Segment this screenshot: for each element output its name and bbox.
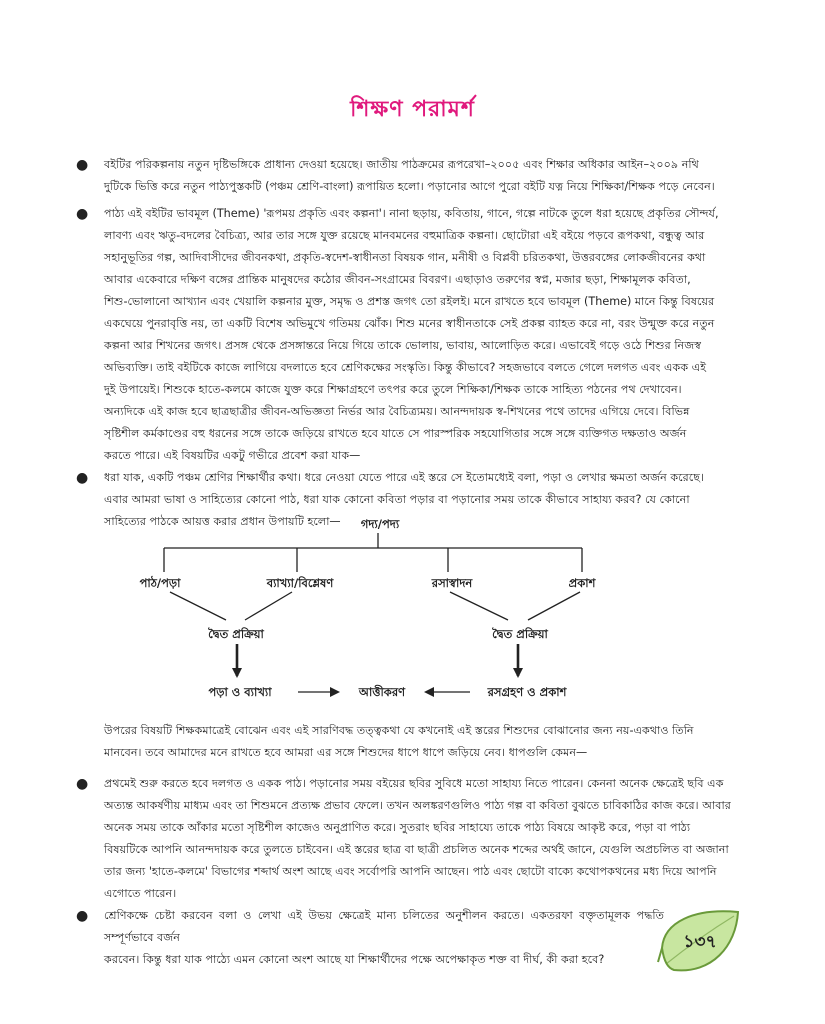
line: সৃষ্টিশীল কর্মকাণ্ডের বহু ধরনের সঙ্গে তাকে জড়িয়ে রাখতে হবে যাতে সে পারস্পরিক সহযোগিতার সঙ্গে সঙ্গে ব্যক্তিগত দক্ষতাও অর্জন <box>104 427 687 440</box>
line: ধরা যাক, একটি পঞ্চম শ্রেণির শিক্ষার্থীর কথা। ধরে নেওয়া যেতে পারে এই স্তরে সে ইতোমধ্যেই বলা, পড়া ও লেখার ক্ষমতা অর্জন করেছে। <box>104 471 705 484</box>
diagram-node-expression: প্রকাশ <box>568 576 596 590</box>
paragraph-3 <box>104 467 744 533</box>
line: অভিব্যক্তি। তাই বইটিকে কাজে লাগিয়ে বদলাতে হবে শ্রেণিকক্ষের সংস্কৃতি। কিন্তু কীভাবে? সহজভাবে বলতে গেলে দলগত এবং একক এই <box>104 361 707 374</box>
bullet-5: ● <box>76 776 89 792</box>
paragraph-4 <box>104 720 744 764</box>
line: সাহিত্যের পাঠকে আয়ত্ত করার প্রধান উপায়টি হলো— <box>104 515 341 528</box>
page-number: ১৩৭ <box>683 932 717 952</box>
left-converge-2 <box>245 592 292 620</box>
line: কল্পনা আর শিখনের জগৎ। প্রসঙ্গ থেকে প্রসঙ্গান্তরে নিয়ে গিয়ে তাকে ভোলায়, ভাবায়, আলোড়িত করে। এভাবেই গড়ে ওঠে শিশুর নিজস্ব <box>104 339 702 352</box>
line: অন্যদিকে এই কাজ হবে ছাত্রছাত্রীর জীবন-অভিজ্ঞতা নির্ভর আর বৈচিত্র্যময়। আনন্দদায়ক স্ব-শিখনের পথে তাদের এগিয়ে দেবে। বিভিন্ন <box>104 405 690 418</box>
right-converge-2 <box>528 592 580 620</box>
bullet-1: ● <box>76 157 89 173</box>
paragraph-2 <box>104 203 744 467</box>
diagram-node-appreciation: রসাস্বাদন <box>431 576 473 590</box>
bullet-3: ● <box>76 470 89 486</box>
line: আবার একেবারে দক্ষিণ বঙ্গের প্রান্তিক মানুষদের কঠোর জীবন-সংগ্রামের বিবরণ। এছাড়াও তরুণের স্বপ্ন, মজার ছড়া, শিক্ষামূলক কবিতা, <box>104 273 691 286</box>
bullet-6: ● <box>76 908 89 924</box>
page-title: শিক্ষণ পরামর্শ <box>350 97 475 122</box>
line: সহানুভূতির গল্প, আদিবাসীদের জীবনকথা, প্রকৃতি-স্বদেশ-স্বাধীনতা বিষয়ক গান, মনীষী ও বিপ্লবী চরিতকথা, উত্তরবঙ্গের লোকজীবনের কথা <box>104 251 706 264</box>
diagram-right-dual-process: দ্বৈত প্রক্রিয়া <box>492 627 548 641</box>
paragraph-6 <box>104 905 664 971</box>
line: বইটির পরিকল্পনায় নতুন দৃষ্টিভঙ্গিকে প্রাধান্য দেওয়া হয়েছে। জাতীয় পাঠক্রমের রূপরেখা–২০০৫ এবং শিক্ষার অধিকার আইন–২০০৯ নথি <box>104 158 699 171</box>
line: লাবণ্য এবং ঋতু-বদলের বৈচিত্র্য, আর তার সঙ্গে যুক্ত রয়েছে মানবমনের বহুমাত্রিক কল্পনা। ছোটোরা এই বইয়ে পড়বে রূপকথা, বন্ধুত্ব আর <box>104 229 705 242</box>
diagram-left-dual-process: দ্বৈত প্রক্রিয়া <box>208 627 264 641</box>
bullet-2: ● <box>76 206 89 222</box>
line: করতে পারে। এই বিষয়টির একটু গভীরে প্রবেশ করা যাক— <box>104 449 361 462</box>
line: উপরের বিষয়টি শিক্ষকমাত্রেই বোঝেন এবং এই সারণিবদ্ধ তত্ত্বকথা যে কখনোই এই স্তরের শিশুদের বোঝানোর জন্য নয়-একথাও তিনি <box>104 724 694 737</box>
line: মানবেন। তবে আমাদের মনে রাখতে হবে আমরা এর সঙ্গে শিশুদের ধাপে ধাপে জড়িয়ে নেব। ধাপগুলি কেমন— <box>104 746 588 759</box>
line: অত্যন্ত আকর্ষণীয় মাধ্যম এবং তা শিশুমনে প্রত্যক্ষ প্রভাব ফেলে। তখন অলঙ্করণগুলিও পাঠ্য গল্প বা কবিতা বুঝতে চাবিকাঠির কাজ করে। আবার <box>104 799 731 812</box>
diagram-bottom-left: পড়া ও ব্যাখ্যা <box>208 685 272 699</box>
line: তার জন্য 'হাতে-কলমে' বিভাগের শব্দার্থ অংশ আছে এবং সর্বোপরি আপনি আছেন। পাঠ এবং ছোটো বাক্যে কথোপকথনের মধ্য দিয়ে আপনি <box>104 865 717 878</box>
left-converge-1 <box>170 592 226 620</box>
line: দুটিকে ভিত্তি করে নতুন পাঠ্যপুস্তকটি (পঞ্চম শ্রেণি-বাংলা) রূপায়িত হলো। পড়ানোর আগে পুরো বইটি যত্ন নিয়ে শিক্ষিকা/শিক্ষক পড়ে নেবেন। <box>104 180 715 193</box>
line: দুই উপায়েই। শিশুকে হাতে-কলমে কাজে যুক্ত করে শিক্ষাগ্রহণে তৎপর করে তুলে শিক্ষিকা/শিক্ষক তাকে সাহিত্য পঠনের পথ দেখাবেন। <box>104 383 682 396</box>
diagram-bottom-center: আত্তীকরণ <box>358 685 406 699</box>
line: শিশু-ভোলানো আখ্যান এবং খেয়ালি কল্পনার মুক্ত, সমৃদ্ধ ও প্রশস্ত জগৎ তো রইলই। মনে রাখতে হবে ভাবমূল (Theme) মানে কিন্তু বিষয়ের <box>104 295 715 308</box>
line: এগোতে পারেন। <box>104 887 177 900</box>
paragraph-5 <box>104 773 744 905</box>
line: অনেক সময় তাকে আঁকার মতো সৃষ্টিশীল কাজেও অনুপ্রাণিত করে। সুতরাং ছবির সাহায্যে তাকে পাঠ্য বিষয়ে আকৃষ্ট করে, পড়া বা পাঠ্য <box>104 821 691 834</box>
diagram-node-reading: পাঠ/পড়া <box>139 576 181 590</box>
diagram-node-analysis: ব্যাখ্যা/বিশ্লেষণ <box>266 576 334 590</box>
diagram-root: গদ্য/পদ্য <box>360 517 400 531</box>
line: শ্রেণিকক্ষে চেষ্টা করবেন বলা ও লেখা এই উভয় ক্ষেত্রেই মান্য চলিতের অনুশীলন করতে। একতরফা বক্তৃতামূলক পদ্ধতি সম্পূর্ণভাবে বর্জন <box>104 909 664 944</box>
line: একঘেয়ে পুনরাবৃত্তি নয়, তা একটি বিশেষ অভিমুখে গতিময় ঝোঁক। শিশু মনের স্বাধীনতাকে সেই প্রকল্প ব্যাহত করে না, বরং উন্মুক্ত করে নতুন <box>104 317 715 330</box>
diagram-bottom-right: রসগ্রহণ ও প্রকাশ <box>487 685 567 699</box>
line: বিষয়টিকে আপনি আনন্দদায়ক করে তুলতে চাইবেন। এই স্তরের ছাত্র বা ছাত্রী প্রচলিত অনেক শব্দের অর্থই জানে, যেগুলি অপ্রচলিত বা অজানা <box>104 843 729 856</box>
line: এবার আমরা ভাষা ও সাহিত্যের কোনো পাঠ, ধরা যাক কোনো কবিতা পড়ার বা পড়ানোর সময় তাকে কীভাবে সাহায্য করব? যে কোনো <box>104 493 690 506</box>
right-converge-1 <box>450 592 508 620</box>
line: করবেন। কিন্তু ধরা যাক পাঠ্যে এমন কোনো অংশ আছে যা শিক্ষার্থীদের পক্ষে অপেক্ষাকৃত শক্ত বা দীর্ঘ, কী করা হবে? <box>104 953 605 966</box>
paragraph-1 <box>104 154 744 198</box>
line: পাঠ্য এই বইটির ভাবমূল (Theme) 'রূপময় প্রকৃতি এবং কল্পনা'। নানা ছড়ায়, কবিতায়, গানে, গল্পে নাটকে তুলে ধরা হয়েছে প্রকৃতির সৌন্দর্য, <box>104 207 719 220</box>
line: প্রথমেই শুরু করতে হবে দলগত ও একক পাঠ। পড়ানোর সময় বইয়ের ছবির সুবিধে মতো সাহায্য নিতে পারেন। কেননা অনেক ক্ষেত্রেই ছবি এক <box>104 777 724 790</box>
